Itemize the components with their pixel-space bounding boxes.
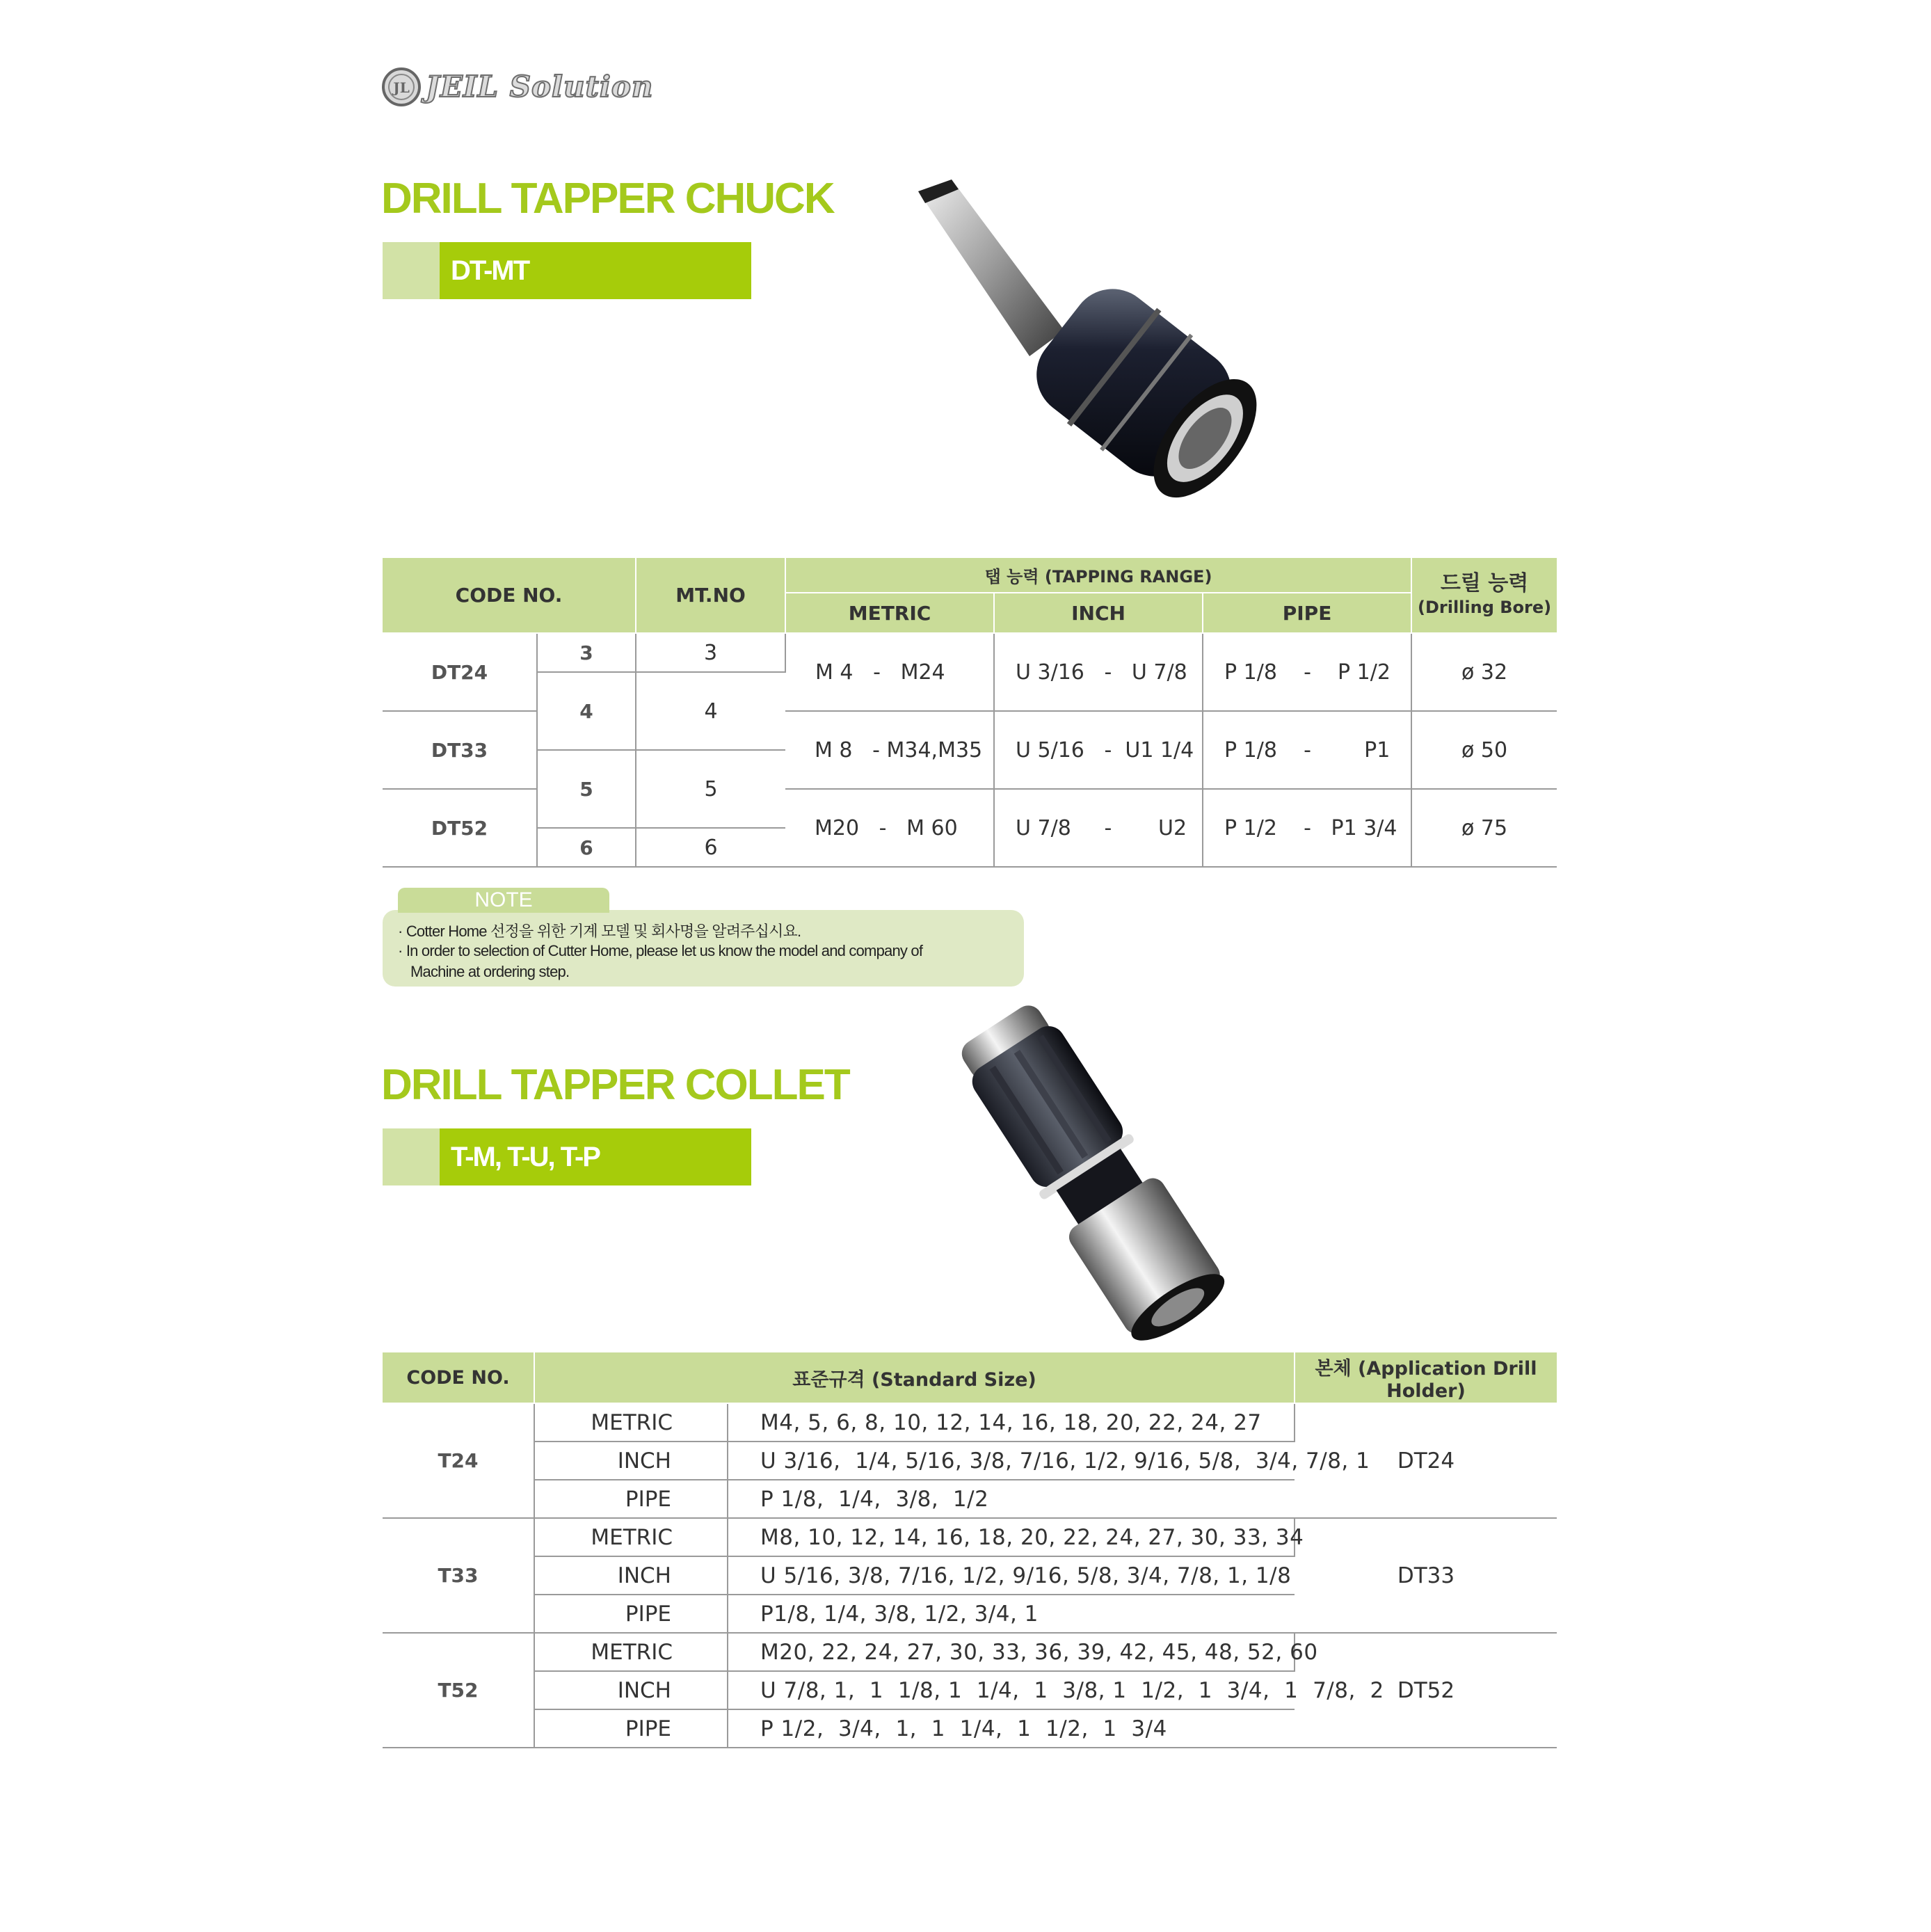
header-code-no: CODE NO. bbox=[383, 1352, 534, 1403]
table-row: PIPE P1/8, 1/4, 3/8, 1/2, 3/4, 1 bbox=[383, 1595, 1557, 1633]
table-row: T24 METRIC M4, 5, 6, 8, 10, 12, 14, 16, 18, 20, 22, 24, 27 DT24 bbox=[383, 1403, 1557, 1442]
header-pipe: PIPE bbox=[1203, 593, 1411, 633]
table-row: DT52 M20 - M 60 U 7/8 - U2 P 1/2 - P1 3/4 ø 75 bbox=[383, 789, 1557, 828]
logo-text: JEIL Solution bbox=[426, 70, 654, 104]
header-standard-size: 표준규격 (Standard Size) bbox=[534, 1352, 1295, 1403]
table-row: T33 METRIC M8, 10, 12, 14, 16, 18, 20, 22, 24, 27, 30, 33, 34 DT33 bbox=[383, 1518, 1557, 1556]
chuck-title: DRILL TAPPER CHUCK bbox=[381, 175, 834, 223]
collet-model: T-M, T-U, T-P bbox=[440, 1128, 751, 1185]
table-row: INCH U 5/16, 3/8, 7/16, 1/2, 9/16, 5/8, 3/4, 7/8, 1, 1/8 bbox=[383, 1556, 1557, 1595]
table-row: INCH U 3/16, 1/4, 5/16, 3/8, 7/16, 1/2, 9/16, 5/8, 3/4, 7/8, 1 bbox=[383, 1442, 1557, 1480]
chuck-model: DT-MT bbox=[440, 242, 751, 299]
jeil-logo-icon bbox=[381, 67, 422, 107]
note-line-2: · In order to selection of Cutter Home, please let us know the model and company of bbox=[398, 942, 923, 959]
table-row: T52 METRIC M20, 22, 24, 27, 30, 33, 36, 39, 42, 45, 48, 52, 60 DT52 bbox=[383, 1633, 1557, 1671]
collet-title: DRILL TAPPER COLLET bbox=[381, 1061, 849, 1109]
collet-spec-table bbox=[383, 1352, 1557, 1748]
header-drilling-bore: 드릴 능력 (Drilling Bore) bbox=[1411, 558, 1557, 633]
chuck-photo bbox=[897, 174, 1315, 543]
header-inch: INCH bbox=[994, 593, 1203, 633]
chuck-model-bar bbox=[383, 242, 751, 299]
header-code-no: CODE NO. bbox=[383, 558, 636, 633]
company-logo bbox=[381, 67, 673, 111]
chuck-spec-table: CODE NO. MT.NO 탭 능력 (TAPPING RANGE) 드릴 능력 (Drilling Bore) METRIC INCH PIPE DT24 3 3 M 4 - M24 U 3/16 - U 7/8 P 1/8 - P 1/2 ø 32 4 4 DT33 M 8 - M34,M35 U 5/16 - U1 1/4 P 1/8 - P1 ø 50 5 5 DT52 M20 - M 60 U 7/8 - U2 P 1/2 - P1 3/4 ø 75 6 6 bbox=[383, 558, 1557, 868]
note-line-3: Machine at ordering step. bbox=[410, 963, 570, 980]
collet-model-bar bbox=[383, 1128, 751, 1185]
table-row: DT24 3 3 M 4 - M24 U 3/16 - U 7/8 P 1/8 - P 1/2 ø 32 bbox=[383, 633, 1557, 672]
header-mt-no: MT.NO bbox=[636, 558, 785, 633]
svg-text:JL: JL bbox=[393, 79, 410, 96]
header-metric: METRIC bbox=[785, 593, 994, 633]
note-line-1: · Cotter Home 선정을 위한 기계 모델 및 회사명을 알려주십시요. bbox=[398, 923, 801, 940]
table-row: PIPE P 1/8, 1/4, 3/8, 1/2 bbox=[383, 1480, 1557, 1518]
table-row: PIPE P 1/2, 3/4, 1, 1 1/4, 1 1/2, 1 3/4 bbox=[383, 1709, 1557, 1748]
header-application: 본체 (Application Drill Holder) bbox=[1295, 1352, 1557, 1403]
note-label: NOTE bbox=[398, 888, 609, 913]
collet-photo bbox=[911, 988, 1301, 1350]
header-tapping-range: 탭 능력 (TAPPING RANGE) bbox=[785, 558, 1411, 593]
table-row: INCH U 7/8, 1, 1 1/8, 1 1/4, 1 3/8, 1 1/2, 1 3/4, 1 7/8, 2 bbox=[383, 1671, 1557, 1709]
table-row: DT33 M 8 - M34,M35 U 5/16 - U1 1/4 P 1/8 - P1 ø 50 bbox=[383, 711, 1557, 750]
note-box bbox=[383, 888, 1024, 987]
